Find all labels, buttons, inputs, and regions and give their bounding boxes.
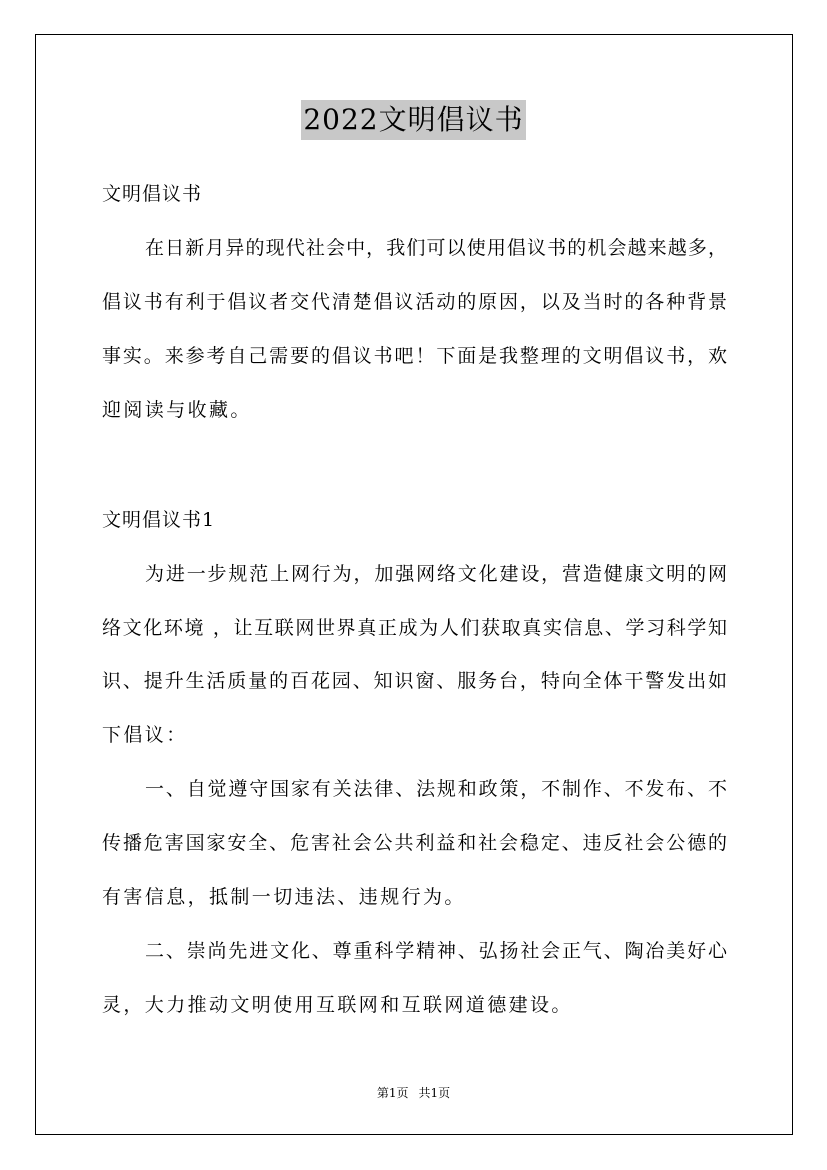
page-number: 第1页 [376,1086,409,1100]
title-container [0,100,827,140]
section1-line-1: 为进一步规范上网行为，加强网络文化建设，营造健康文明的网 [145,563,727,585]
item2-line-1: 二、崇尚先进文化、尊重科学精神、弘扬社会正气、陶冶美好心 [145,940,727,962]
intro-line-2: 倡议书有利于倡议者交代清楚倡议活动的原因，以及当时的各种背景 [102,291,727,313]
page-total: 共1页 [418,1086,451,1100]
section1-heading: 文明倡议书1 [102,509,216,531]
section1-line-3: 识、提升生活质量的百花园、知识窗、服务台，特向全体干警发出如 [102,670,727,692]
item1-line-2: 传播危害国家安全、危害社会公共利益和社会稳定、违反社会公德的 [102,832,727,854]
section1-line-4: 下倡议： [102,724,188,746]
section1-line-2: 络文化环境 ，让互联网世界真正成为人们获取真实信息、学习科学知 [102,617,727,639]
intro-line-1: 在日新月异的现代社会中，我们可以使用倡议书的机会越来越多， [145,237,727,259]
item1-line-1: 一、自觉遵守国家有关法律、法规和政策，不制作、不发布、不 [145,778,727,800]
item2-line-2: 灵，大力推动文明使用互联网和互联网道德建设。 [102,994,573,1016]
document-title: 2022文明倡议书 [301,100,525,140]
page-footer [0,1085,827,1101]
item1-line-3: 有害信息，抵制一切违法、违规行为。 [102,886,466,908]
intro-line-3: 事实。来参考自己需要的倡议书吧！下面是我整理的文明倡议书，欢 [102,345,727,367]
intro-line-4: 迎阅读与收藏。 [102,399,252,421]
intro-heading: 文明倡议书 [102,183,203,205]
